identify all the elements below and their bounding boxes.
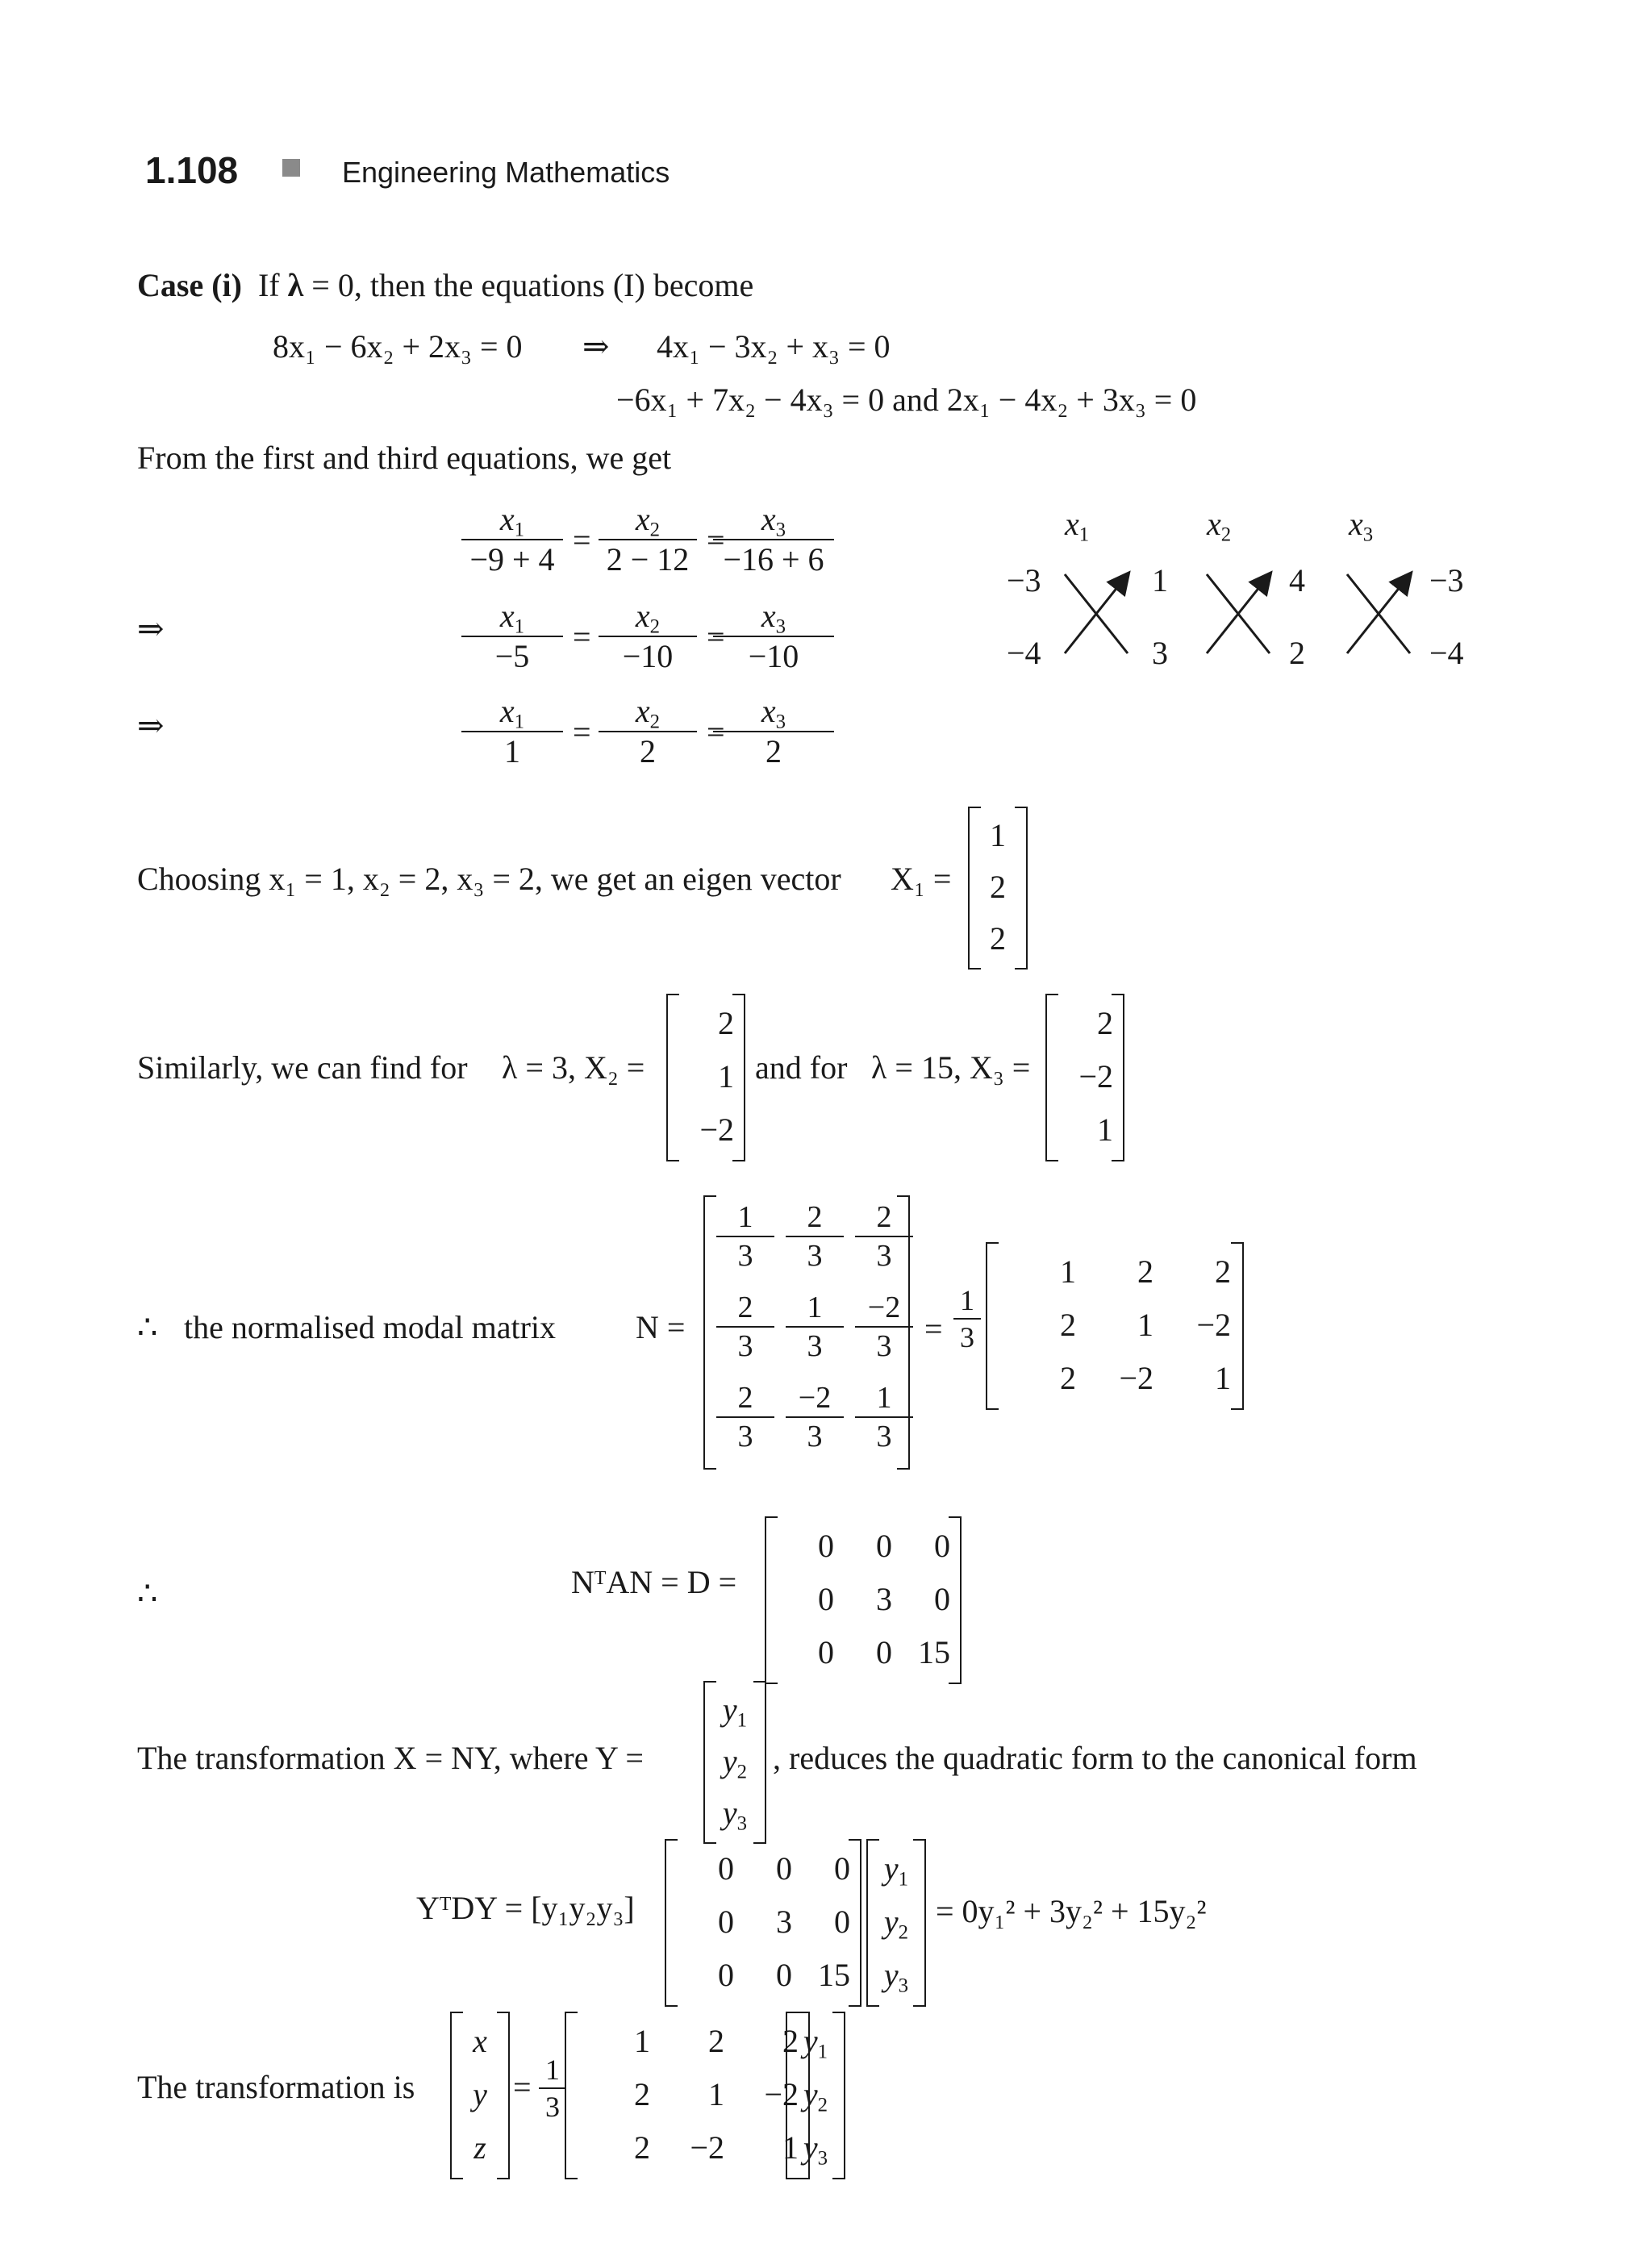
diagonal-matrix-cell: 0: [818, 1528, 834, 1564]
page-number: 1.108: [145, 149, 239, 191]
eigenvector-x1-cell: 1: [990, 817, 1006, 853]
eigenvector-x1-cell: 2: [990, 920, 1006, 957]
cross-top-value: 1: [1152, 562, 1168, 598]
diagonal-matrix-cell: 0: [876, 1528, 892, 1564]
canonical-matrix-cell: 0: [834, 1904, 850, 1940]
diagonal-matrix-cell: 3: [876, 1581, 892, 1617]
lambda-3-label: λ = 3, X₂ =: [502, 1049, 645, 1086]
transform-text-2: , reduces the quadratic form to the canonical form: [773, 1740, 1417, 1776]
final-matrix-cell: 1: [634, 2023, 650, 2059]
final-matrix-cell: −2: [690, 2129, 724, 2166]
modal-fraction-cell: 2 3: [786, 1199, 844, 1274]
ratio-equals: =: [573, 522, 591, 558]
final-xyz-vector-cell: y: [473, 2076, 487, 2112]
canonical-matrix-cell: 3: [776, 1904, 792, 1940]
equation-1-right: 4x₁ − 3x₂ + x₃ = 0: [657, 328, 891, 365]
cross-top-value: −3: [1007, 562, 1041, 598]
y-vector-cell: $y_3$: [722, 1795, 748, 1835]
implies-arrow-row3: ⇒: [137, 707, 165, 744]
modal-fraction-cell: 2 3: [716, 1289, 774, 1365]
canonical-matrix-cell: 0: [776, 1850, 792, 1887]
final-equals: =: [513, 2069, 532, 2105]
diagonal-matrix-cell: 0: [934, 1581, 950, 1617]
modal-fraction-cell: 1 3: [716, 1199, 774, 1274]
canonical-matrix-cell: 15: [818, 1957, 850, 1993]
final-scalar: 1 3: [539, 2052, 566, 2125]
cross-arrow-pair: [1065, 574, 1128, 653]
case-label: Case (i): [137, 267, 242, 303]
modal-matrix-text: the normalised modal matrix: [184, 1309, 556, 1345]
cross-bottom-value: −4: [1429, 635, 1464, 671]
canonical-y-vector-cell: $y_2$: [883, 1904, 909, 1944]
and-for-text: and for: [755, 1049, 848, 1086]
ratio-equals: =: [707, 714, 725, 750]
modal-fraction-cell: 2 3: [855, 1199, 913, 1274]
modal-fraction-cell: −2 3: [786, 1379, 844, 1455]
eigenvector-x2-cell: −2: [699, 1111, 734, 1148]
eigenvector-x1-label: X₁ =: [891, 861, 952, 897]
final-matrix-cell: 2: [782, 2023, 799, 2059]
eigenvector-x1-cell: 2: [990, 869, 1006, 905]
therefore-symbol: ∴: [137, 1309, 158, 1345]
modal-integer-matrix-cell: 2: [1215, 1253, 1231, 1290]
lambda-15-label: λ = 15, X₃ =: [871, 1049, 1031, 1086]
ratio-fraction: $x_2$ −10: [599, 597, 697, 676]
modal-integer-matrix-cell: −2: [1196, 1307, 1231, 1343]
similarly-text: Similarly, we can find for: [137, 1049, 468, 1086]
canonical-matrix-cell: 0: [718, 1957, 734, 1993]
modal-matrix-label: N =: [636, 1309, 686, 1345]
final-matrix-cell: 2: [708, 2023, 724, 2059]
therefore-symbol-2: ∴: [137, 1575, 158, 1612]
modal-scalar: 1 3: [953, 1282, 981, 1355]
ratio-fraction: $x_1$ −9 + 4: [461, 500, 563, 579]
ratio-fraction: $x_3$ −10: [713, 597, 834, 676]
y-vector-cell: $y_2$: [722, 1743, 748, 1783]
ratio-fraction: $x_1$ −5: [461, 597, 563, 676]
implies-arrow: ⇒: [582, 328, 610, 365]
diagonal-matrix-cell: 15: [918, 1634, 950, 1670]
canonical-result: = 0y₁² + 3y₂² + 15y₂²: [936, 1893, 1207, 1929]
ratio-fraction: $x_3$ 2: [713, 692, 834, 771]
modal-fraction-cell: 2 3: [716, 1379, 774, 1455]
modal-integer-matrix-cell: −2: [1119, 1360, 1153, 1396]
canonical-matrix-cell: 0: [834, 1850, 850, 1887]
modal-integer-matrix-cell: 2: [1060, 1307, 1076, 1343]
diagonal-matrix-cell: 0: [818, 1634, 834, 1670]
case-line: [137, 269, 753, 302]
cross-bottom-value: 3: [1152, 635, 1168, 671]
ratio-equals: =: [707, 522, 725, 558]
eigenvector-x3-cell: 2: [1097, 1005, 1113, 1041]
final-xyz-vector-cell: z: [473, 2129, 486, 2166]
cross-arrow-pair: [1347, 574, 1410, 653]
modal-integer-matrix-cell: 2: [1060, 1360, 1076, 1396]
header-title: Engineering Mathematics: [342, 156, 670, 189]
ratio-fraction: $x_2$ 2: [599, 692, 697, 771]
final-matrix-cell: 2: [634, 2076, 650, 2112]
cross-header: $x_2$: [1207, 506, 1232, 546]
ratio-equals: =: [707, 619, 725, 655]
implies-arrow-row2: ⇒: [137, 611, 165, 647]
from-line: From the first and third equations, we get: [137, 440, 672, 476]
cross-header: $x_1$: [1065, 506, 1090, 546]
modal-integer-matrix-cell: 1: [1060, 1253, 1076, 1290]
diagonal-label: NᵀAN = D =: [571, 1564, 737, 1600]
eigenvector-x2-cell: 2: [718, 1005, 734, 1041]
ratio-equals: =: [573, 714, 591, 750]
cross-bottom-value: 2: [1289, 635, 1305, 671]
lambda-symbol: λ: [287, 267, 304, 303]
case-rest: = 0, then the equations (I) become: [311, 267, 754, 303]
case-if: If: [257, 267, 280, 303]
eigenvector-x3-cell: 1: [1097, 1111, 1113, 1148]
final-matrix-cell: 2: [634, 2129, 650, 2166]
modal-integer-matrix-cell: 1: [1137, 1307, 1153, 1343]
equation-1-left: 8x₁ − 6x₂ + 2x₃ = 0: [273, 328, 523, 365]
diagonal-matrix-cell: 0: [818, 1581, 834, 1617]
modal-equals: =: [924, 1311, 943, 1347]
eigenvector-x2-cell: 1: [718, 1058, 734, 1095]
canonical-left: YᵀDY = [y₁y₂y₃]: [416, 1890, 635, 1926]
diagonal-matrix-cell: 0: [934, 1528, 950, 1564]
canonical-matrix-cell: 0: [718, 1904, 734, 1940]
final-y-vector-cell: $y_2$: [803, 2076, 828, 2116]
cross-arrows: [968, 557, 1613, 686]
cross-arrow-pair: [1207, 574, 1270, 653]
cross-header: $x_3$: [1349, 506, 1374, 546]
modal-fraction-cell: −2 3: [855, 1289, 913, 1365]
eigenvector-x3-cell: −2: [1078, 1058, 1113, 1095]
canonical-y-vector-cell: $y_3$: [883, 1957, 909, 1997]
equation-2: −6x₁ + 7x₂ − 4x₃ = 0 and 2x₁ − 4x₂ + 3x₃ = 0: [616, 382, 1197, 418]
diagonal-matrix-cell: 0: [876, 1634, 892, 1670]
transform-text-1: The transformation X = NY, where Y =: [137, 1740, 644, 1776]
choosing-text: Choosing x₁ = 1, x₂ = 2, x₃ = 2, we get an eigen vector: [137, 861, 841, 897]
modal-integer-matrix-cell: 2: [1137, 1253, 1153, 1290]
canonical-matrix-cell: 0: [718, 1850, 734, 1887]
canonical-y-vector-cell: $y_1$: [883, 1850, 909, 1891]
cross-top-value: −3: [1429, 562, 1464, 598]
ratio-fraction: $x_1$ 1: [461, 692, 563, 771]
modal-fraction-cell: 1 3: [855, 1379, 913, 1455]
final-y-vector-cell: $y_1$: [803, 2023, 828, 2063]
final-xyz-vector-cell: x: [473, 2023, 487, 2059]
final-matrix-cell: 1: [782, 2129, 799, 2166]
ratio-fraction: $x_2$ 2 − 12: [599, 500, 697, 579]
cross-top-value: 4: [1289, 562, 1305, 598]
final-matrix-cell: 1: [708, 2076, 724, 2112]
modal-fraction-cell: 1 3: [786, 1289, 844, 1365]
ratio-equals: =: [573, 619, 591, 655]
ratio-fraction: $x_3$ −16 + 6: [713, 500, 834, 579]
y-vector-cell: $y_1$: [722, 1691, 748, 1732]
final-text: The transformation is: [137, 2069, 415, 2105]
header-square-icon: [282, 159, 300, 177]
cross-bottom-value: −4: [1007, 635, 1041, 671]
canonical-matrix-cell: 0: [776, 1957, 792, 1993]
final-y-vector-cell: $y_3$: [803, 2129, 828, 2170]
final-matrix-cell: −2: [764, 2076, 799, 2112]
modal-integer-matrix-cell: 1: [1215, 1360, 1231, 1396]
